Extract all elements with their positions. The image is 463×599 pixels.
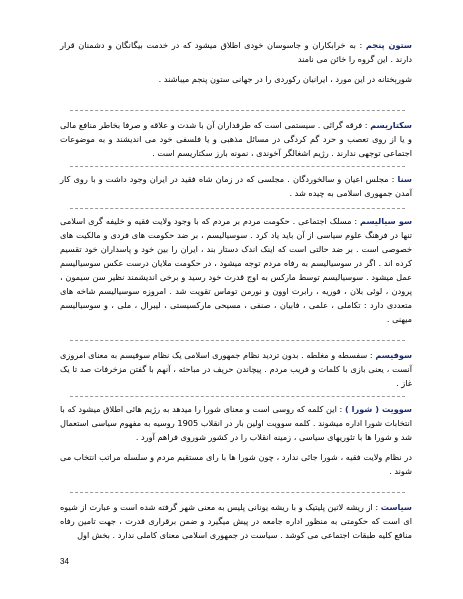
- entry-term: سوویت ( شورا ): [344, 404, 412, 414]
- entry-term: سنا: [397, 174, 412, 184]
- entry-fifth-column: [60, 38, 412, 92]
- entry-text: : سفسطه و مغلطه . بدون تردید نظام جمهوری اسلامی یک نظام سوفیسم به معنای امروزی آنست ، یعنی بازی با کلمات و فریب مردم . پیچاندن حریف در مباحثه ، آنهم با گفتن مزخرفات صد تا یک غاز .: [60, 350, 412, 388]
- entry-paragraph: [60, 172, 412, 200]
- entry-politics: [60, 500, 412, 548]
- entry-paragraph: [60, 402, 412, 444]
- entry-paragraph: [60, 72, 412, 86]
- dashed-divider: [70, 208, 405, 209]
- dashed-divider: [70, 340, 405, 341]
- entry-socialism: [60, 214, 412, 332]
- dashed-divider: [70, 396, 405, 397]
- dashed-divider: [70, 492, 405, 493]
- entry-paragraph: [60, 214, 412, 326]
- entry-paragraph: [60, 500, 412, 542]
- entry-sophism: [60, 348, 412, 396]
- entry-term: سکتاریسم: [370, 120, 412, 130]
- dashed-divider: [70, 166, 405, 167]
- dashed-divider: [70, 110, 405, 111]
- entry-text: شورېختانه در این مورد ، ایرانیان رکوردی را در جهانی ستون پنجم میباشند .: [158, 74, 412, 84]
- entry-paragraph: [60, 118, 412, 160]
- entry-paragraph: [60, 348, 412, 390]
- entry-paragraph: [60, 450, 412, 478]
- entry-term: سیاست: [380, 502, 412, 512]
- entry-text: : مجلس اعیان و سالخوردگان . مجلسی که در زمان شاه فقید در ایران وجود داشت و با روی کار آمدن جمهوری اسلامی به چیده شد .: [60, 174, 412, 198]
- entry-paragraph: [60, 38, 412, 66]
- entry-sectarianism: [60, 118, 412, 166]
- entry-text: : مسلک اجتماعی . حکومت مردم بر مردم که با وجود ولایت فقیه و خلیفه گری اسلامی تنها در فرهنگ علوم سیاسی از آن باید یاد کرد . سوسیالیسم ، بر ضد حکومت های فردی و مالکیت های خصوصی است . بر ضد حالتی است که اینک اندک دستار بند ، ایران را بین خود و پاسداران خود تقسیم کرده اند . اگر در سوسیالیسم به رفاه مردم توجه میشود ، در حکومت ملایان درست عکس سوسیالیسم عمل میشود . سوسیالیسم توسط مارکس به اوج قدرت خود رسید و برخی اندیشمند نظیر سن سیمون ، پرودن ، لوئی بلان ، فوریه ، رابرت اوون و نورمن توماس تقویت شد . امروزه سوسیالیسم شاخه های متعددی دارد : تکاملی ، علمی ، فابیان ، صنفی ، مسیحی مارکسیستی ، لیبرال ، ملی ، و سوسیالیسم میهنی .: [60, 216, 412, 324]
- entry-senate: [60, 172, 412, 206]
- entry-text: : به خرابکاران و جاسوسان خودی اطلاق میشود که در خدمت بیگانگان و دشمنان قرار دارند . این گروه را خائن می نامند: [60, 40, 412, 64]
- entry-text: : فرقه گرائی . سیستمی است که طرفداران آن با شدت و علاقه و صرفا بخاطر منافع مالی و یا از روی تعصب و حرد گم کردگی در مسائل مذهبی و یا فلسفی خود می اندیشند و به موضوعات اجتماعی توجهی ندارند . رژیم اشغالگر آخوندی ، نمونه بارز سکتاریسم است .: [60, 120, 412, 158]
- entry-text: در نظام ولایت فقیه ، شورا جائی ندارد ، چون شورا ها با رای مستقیم مردم و سلسله مراتب انتخاب می شوند .: [60, 452, 412, 476]
- entry-term: سو سیالیسم: [360, 216, 413, 226]
- page-number: 34: [60, 557, 69, 566]
- entry-text: : این کلمه که روسی است و معنای شورا را میدهد به رژیم هائی اطلاق میشود که با انتخابات شورا اداره میشوند . کلمه سوویت اولین بار در انقلاب 1905 روسیه به مفهوم سیاسی استعمال شد و شورا ها با تئوریهای سیاسی ، زمینه انقلاب را در کشور شوروی فراهم آورد .: [60, 404, 413, 442]
- entry-soviet: [60, 402, 412, 484]
- entry-text: : از ریشه لاتین پلیتیک و با ریشه یونانی پلیس به معنی شهر گرفته شده است و عبارت از شیوه ای است که حکومتی به منظور اداره جامعه در پیش میگیرد و ضمن برقراری قدرت ، جهت تامین رفاه منافع کلیه طبقات اجتماعی می کوشد . سیاست در جمهوری اسلامی معنای کاملی ندارد . بخش اول: [60, 502, 412, 540]
- entry-term: ستون پنجم: [365, 40, 412, 50]
- entry-term: سوفیسم: [375, 350, 412, 360]
